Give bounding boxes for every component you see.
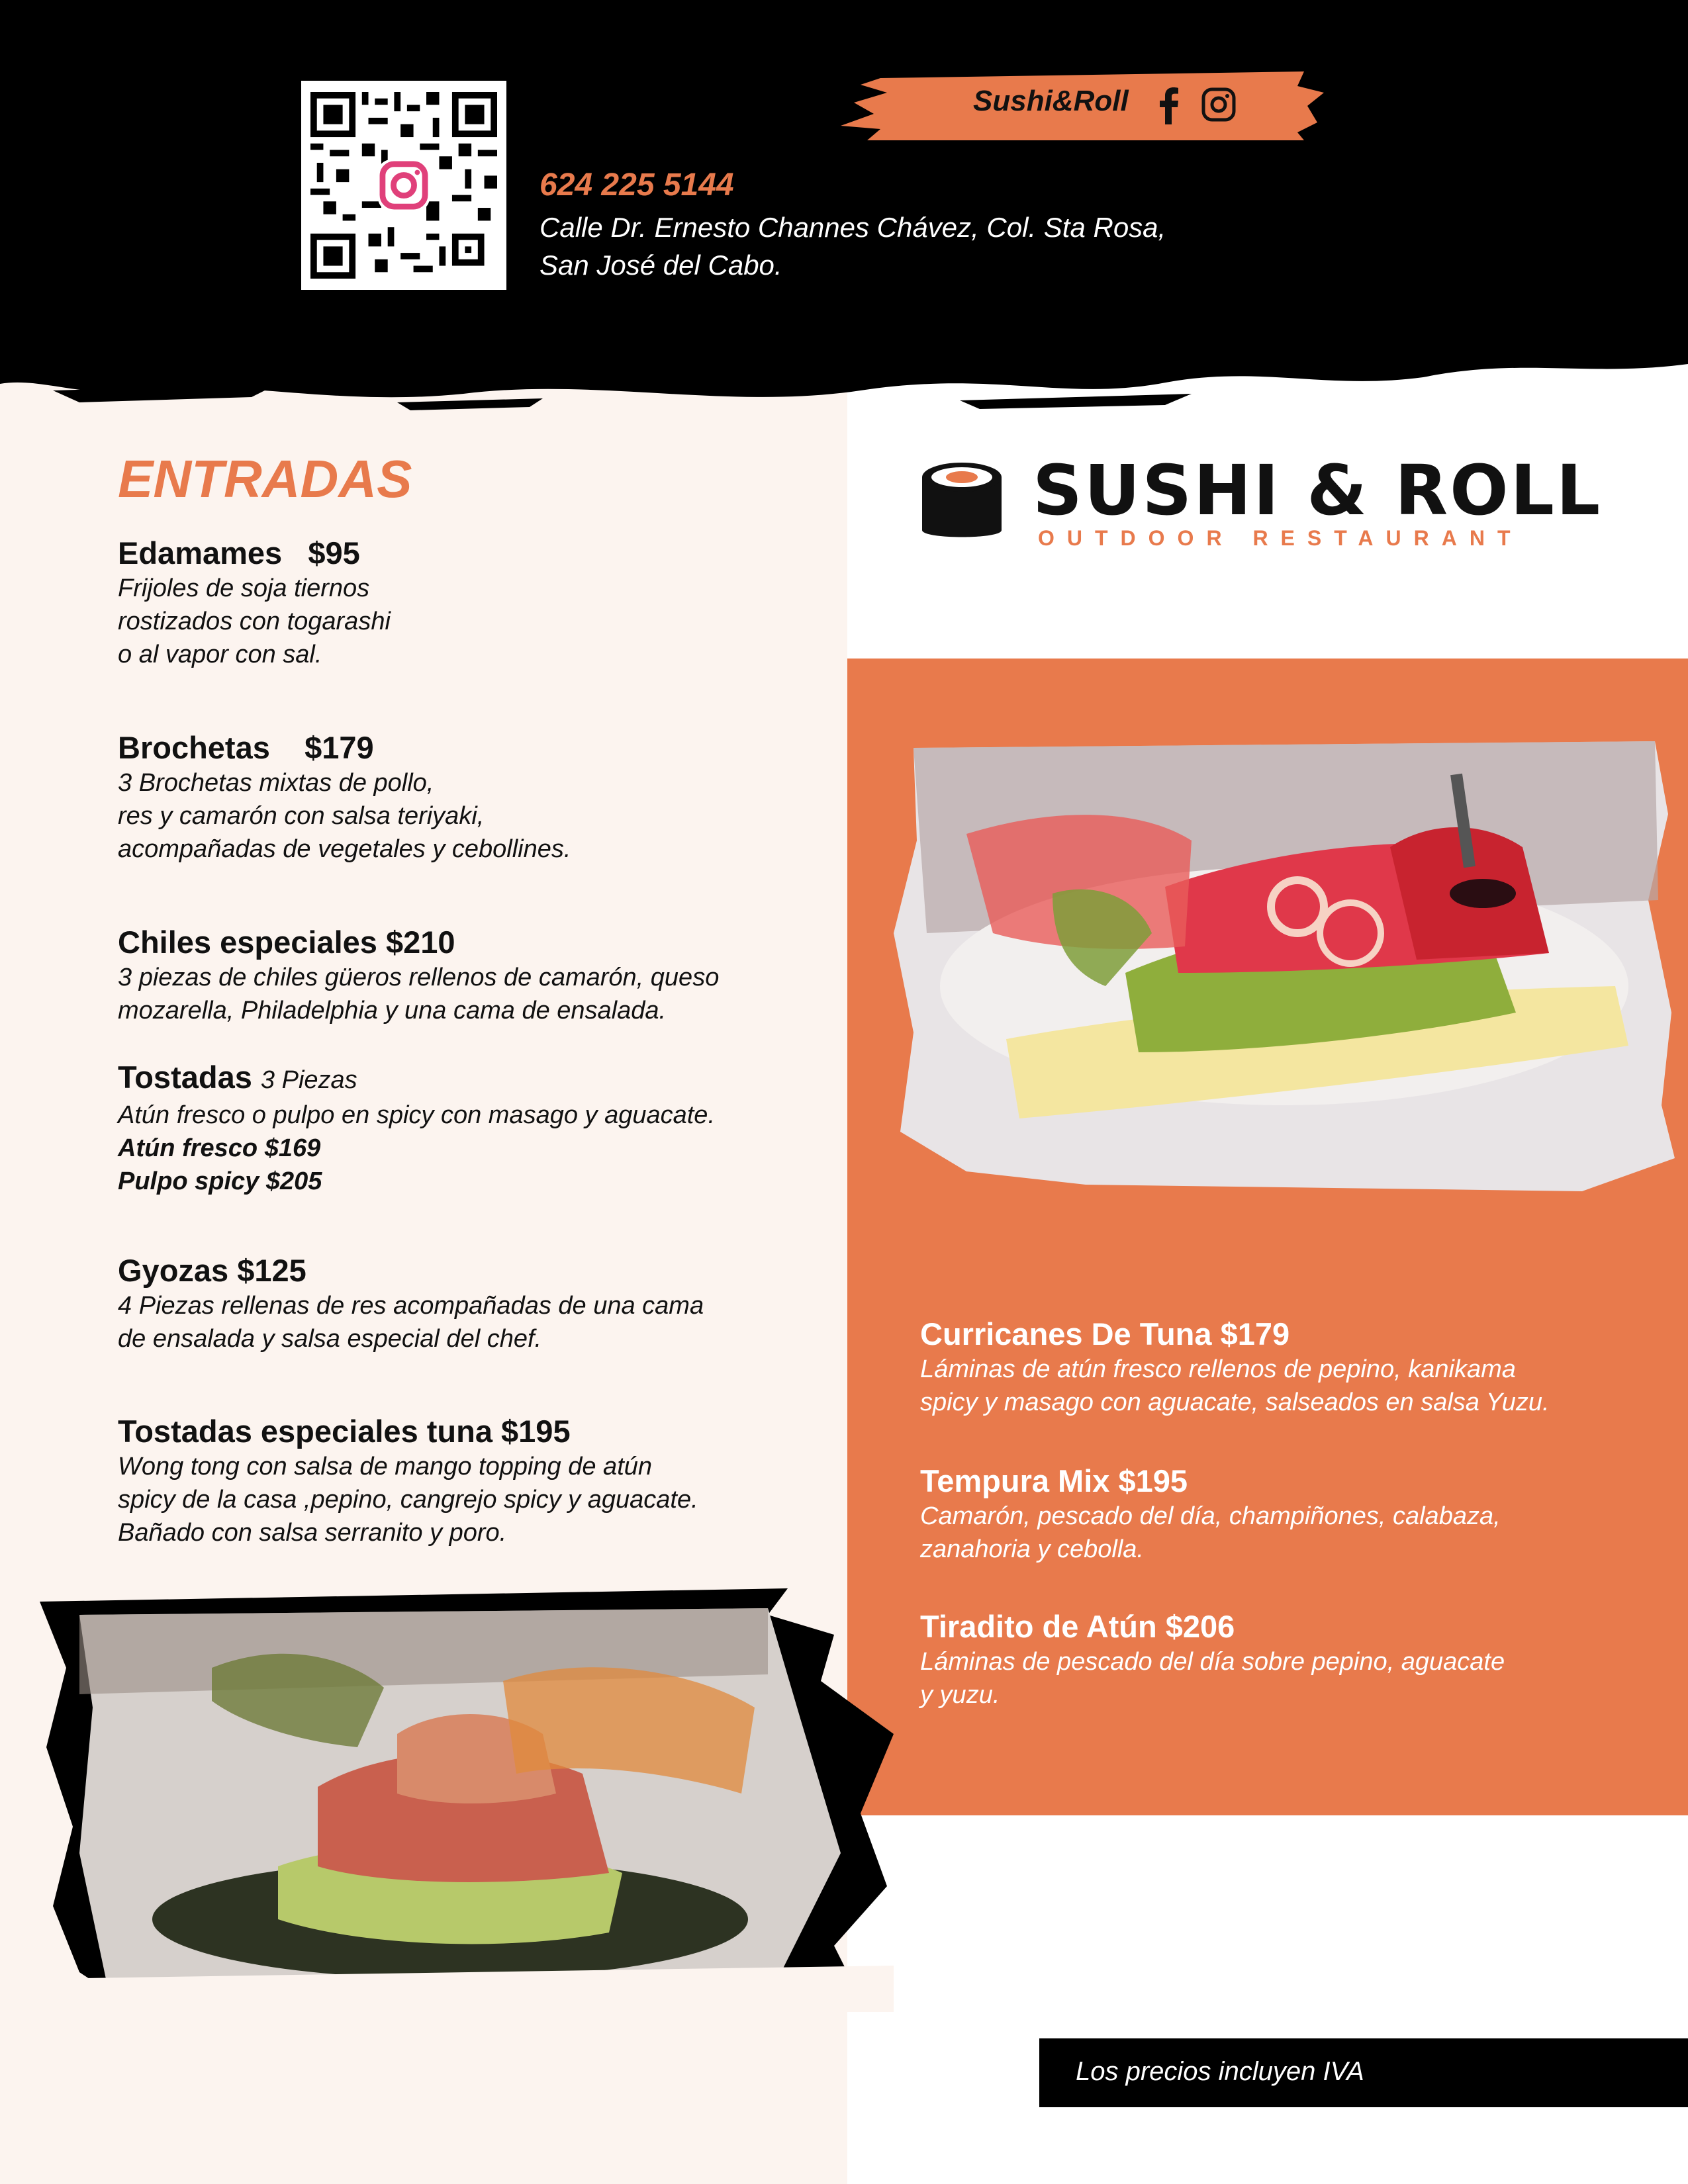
address-line-1: Calle Dr. Ernesto Channes Chávez, Col. Sta Rosa, bbox=[539, 212, 1166, 243]
menu-item-title-row bbox=[118, 1059, 839, 1099]
qr-pattern bbox=[310, 90, 497, 281]
menu-item-title: Tiradito de Atún $206 bbox=[920, 1609, 1235, 1644]
menu-item-brochetas bbox=[118, 729, 839, 866]
menu-item-tempura-mix bbox=[920, 1463, 1668, 1566]
menu-item-description: Láminas de atún fresco rellenos de pepino, kanikama spicy y masago con aguacate, salseados en salsa Yuzu. bbox=[920, 1355, 1550, 1416]
menu-item-title: Edamames $95 bbox=[118, 535, 360, 570]
menu-item-description: Láminas de pescado del día sobre pepino, aguacate y yuzu. bbox=[920, 1648, 1505, 1709]
social-handle: Sushi&Roll bbox=[973, 85, 1129, 117]
menu-item-description: 3 piezas de chiles güeros rellenos de camarón, queso mozarella, Philadelphia y una cama de ensalada. bbox=[118, 964, 720, 1024]
instagram-icon[interactable] bbox=[1201, 87, 1236, 122]
menu-item-title: Curricanes De Tuna $179 bbox=[920, 1316, 1290, 1351]
menu-item-tostadas-especiales bbox=[118, 1413, 839, 1549]
dish-photo-curricanes bbox=[887, 735, 1681, 1198]
menu-item-edamames bbox=[118, 535, 839, 671]
menu-item-tostadas bbox=[118, 1059, 839, 1198]
menu-item-description: Camarón, pescado del día, champiñones, calabaza, zanahoria y cebolla. bbox=[920, 1502, 1501, 1563]
section-title-entradas: ENTRADAS bbox=[118, 449, 412, 508]
address-line-2: San José del Cabo. bbox=[539, 250, 782, 281]
menu-item-tiradito bbox=[920, 1608, 1668, 1711]
menu-item-description: Wong tong con salsa de mango topping de atún spicy de la casa ,pepino, cangrejo spicy y aguacate. Bañado con salsa serranito y poro. bbox=[118, 1453, 698, 1547]
menu-item-prices: Atún fresco $169 Pulpo spicy $205 bbox=[118, 1134, 322, 1195]
phone-number[interactable]: 624 225 5144 bbox=[539, 167, 734, 203]
menu-item-title: Tostadas bbox=[118, 1060, 252, 1095]
menu-item-title: Gyozas $125 bbox=[118, 1253, 306, 1288]
header-brush-edge bbox=[0, 285, 1688, 430]
menu-item-note: 3 Piezas bbox=[260, 1066, 357, 1094]
menu-item-description: 4 Piezas rellenas de res acompañadas de una cama de ensalada y salsa especial del chef. bbox=[118, 1292, 704, 1353]
address bbox=[539, 208, 1166, 284]
facebook-icon[interactable] bbox=[1157, 85, 1180, 124]
menu-item-curricanes bbox=[920, 1316, 1668, 1419]
dish-photo-tostada bbox=[40, 1575, 894, 2012]
menu-item-title: Tempura Mix $195 bbox=[920, 1463, 1188, 1498]
menu-item-title: Tostadas especiales tuna $195 bbox=[118, 1414, 571, 1449]
logo-name: SUSHI & ROLL bbox=[1033, 450, 1603, 531]
menu-item-description: Atún fresco o pulpo en spicy con masago y aguacate. bbox=[118, 1101, 715, 1129]
menu-item-description: Frijoles de soja tiernos rostizados con togarashi o al vapor con sal. bbox=[118, 574, 391, 668]
sushi-roll-logo-icon bbox=[919, 459, 1005, 545]
menu-item-title: Chiles especiales $210 bbox=[118, 925, 455, 960]
qr-code[interactable] bbox=[301, 81, 506, 290]
footer-note: Los precios incluyen IVA bbox=[1076, 2057, 1364, 2086]
logo-subtitle: OUTDOOR RESTAURANT bbox=[1038, 526, 1523, 550]
menu-item-gyozas bbox=[118, 1252, 839, 1355]
menu-item-chiles-especiales bbox=[118, 924, 839, 1027]
menu-item-title: Brochetas $179 bbox=[118, 730, 374, 765]
menu-item-description: 3 Brochetas mixtas de pollo, res y camarón con salsa teriyaki, acompañadas de vegetales y cebollines. bbox=[118, 769, 571, 863]
